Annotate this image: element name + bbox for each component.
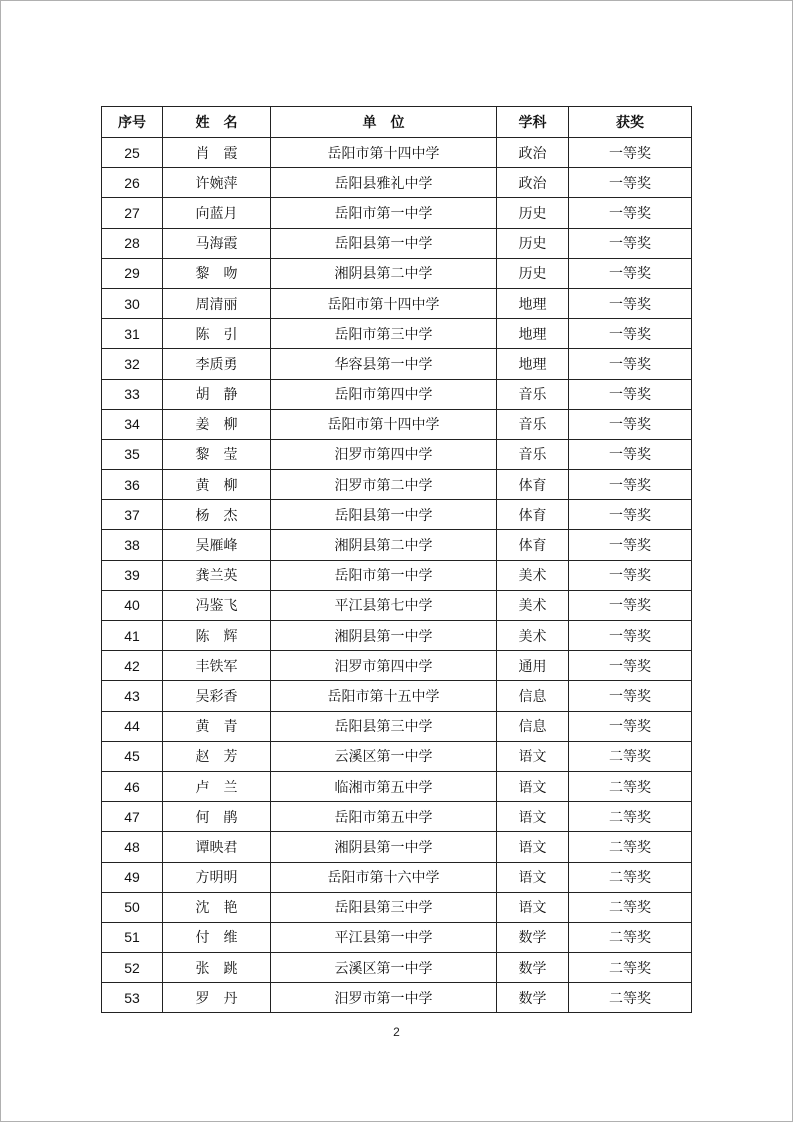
cell-name: 周清丽 bbox=[163, 288, 271, 318]
cell-award: 一等奖 bbox=[569, 681, 692, 711]
table-row bbox=[102, 771, 692, 801]
cell-award: 二等奖 bbox=[569, 771, 692, 801]
cell-subject: 数学 bbox=[497, 922, 569, 952]
cell-index: 27 bbox=[102, 198, 163, 228]
cell-unit: 岳阳县第三中学 bbox=[271, 892, 497, 922]
table-row bbox=[102, 741, 692, 771]
cell-subject: 音乐 bbox=[497, 439, 569, 469]
table-row bbox=[102, 500, 692, 530]
cell-unit: 湘阴县第一中学 bbox=[271, 621, 497, 651]
cell-subject: 政治 bbox=[497, 168, 569, 198]
table-row bbox=[102, 349, 692, 379]
table-header bbox=[102, 107, 692, 138]
award-table bbox=[101, 106, 692, 1013]
cell-name: 陈 辉 bbox=[163, 621, 271, 651]
cell-unit: 湘阴县第一中学 bbox=[271, 832, 497, 862]
cell-award: 二等奖 bbox=[569, 953, 692, 983]
cell-name: 向蓝月 bbox=[163, 198, 271, 228]
cell-unit: 云溪区第一中学 bbox=[271, 953, 497, 983]
cell-award: 二等奖 bbox=[569, 892, 692, 922]
cell-unit: 岳阳市第十四中学 bbox=[271, 138, 497, 168]
cell-award: 一等奖 bbox=[569, 651, 692, 681]
cell-subject: 地理 bbox=[497, 288, 569, 318]
table-row bbox=[102, 168, 692, 198]
cell-name: 丰铁军 bbox=[163, 651, 271, 681]
cell-index: 32 bbox=[102, 349, 163, 379]
cell-unit: 岳阳县第一中学 bbox=[271, 228, 497, 258]
cell-subject: 地理 bbox=[497, 349, 569, 379]
cell-unit: 汨罗市第四中学 bbox=[271, 439, 497, 469]
cell-unit: 岳阳市第五中学 bbox=[271, 802, 497, 832]
cell-index: 42 bbox=[102, 651, 163, 681]
cell-award: 二等奖 bbox=[569, 983, 692, 1013]
cell-name: 李质勇 bbox=[163, 349, 271, 379]
cell-subject: 音乐 bbox=[497, 409, 569, 439]
cell-unit: 云溪区第一中学 bbox=[271, 741, 497, 771]
cell-name: 谭映君 bbox=[163, 832, 271, 862]
cell-name: 吴雁峰 bbox=[163, 530, 271, 560]
header-name: 姓 名 bbox=[163, 107, 271, 138]
cell-unit: 华容县第一中学 bbox=[271, 349, 497, 379]
header-index: 序号 bbox=[102, 107, 163, 138]
cell-award: 二等奖 bbox=[569, 741, 692, 771]
header-award: 获奖 bbox=[569, 107, 692, 138]
cell-name: 沈 艳 bbox=[163, 892, 271, 922]
cell-subject: 美术 bbox=[497, 621, 569, 651]
cell-subject: 语文 bbox=[497, 832, 569, 862]
cell-subject: 体育 bbox=[497, 530, 569, 560]
cell-name: 龚兰英 bbox=[163, 560, 271, 590]
cell-unit: 岳阳市第三中学 bbox=[271, 319, 497, 349]
cell-unit: 岳阳市第一中学 bbox=[271, 198, 497, 228]
table-row bbox=[102, 651, 692, 681]
cell-award: 一等奖 bbox=[569, 590, 692, 620]
cell-name: 赵 芳 bbox=[163, 741, 271, 771]
header-row bbox=[102, 107, 692, 138]
cell-award: 一等奖 bbox=[569, 560, 692, 590]
header-unit: 单 位 bbox=[271, 107, 497, 138]
table-row bbox=[102, 983, 692, 1013]
cell-index: 46 bbox=[102, 771, 163, 801]
table-row bbox=[102, 138, 692, 168]
cell-subject: 数学 bbox=[497, 983, 569, 1013]
cell-name: 黎 莹 bbox=[163, 439, 271, 469]
table-row bbox=[102, 439, 692, 469]
cell-subject: 体育 bbox=[497, 500, 569, 530]
cell-name: 许婉萍 bbox=[163, 168, 271, 198]
cell-unit: 岳阳市第一中学 bbox=[271, 560, 497, 590]
cell-unit: 湘阴县第二中学 bbox=[271, 258, 497, 288]
cell-unit: 汨罗市第四中学 bbox=[271, 651, 497, 681]
cell-index: 33 bbox=[102, 379, 163, 409]
cell-name: 杨 杰 bbox=[163, 500, 271, 530]
cell-index: 28 bbox=[102, 228, 163, 258]
cell-unit: 岳阳市第十四中学 bbox=[271, 288, 497, 318]
cell-name: 张 跳 bbox=[163, 953, 271, 983]
cell-award: 一等奖 bbox=[569, 711, 692, 741]
cell-award: 一等奖 bbox=[569, 470, 692, 500]
cell-unit: 平江县第七中学 bbox=[271, 590, 497, 620]
table-row bbox=[102, 379, 692, 409]
cell-index: 44 bbox=[102, 711, 163, 741]
cell-name: 何 鹃 bbox=[163, 802, 271, 832]
cell-index: 36 bbox=[102, 470, 163, 500]
cell-index: 34 bbox=[102, 409, 163, 439]
cell-name: 马海霞 bbox=[163, 228, 271, 258]
cell-index: 49 bbox=[102, 862, 163, 892]
cell-index: 29 bbox=[102, 258, 163, 288]
cell-award: 一等奖 bbox=[569, 379, 692, 409]
table-row bbox=[102, 832, 692, 862]
cell-subject: 地理 bbox=[497, 319, 569, 349]
cell-name: 陈 引 bbox=[163, 319, 271, 349]
cell-name: 罗 丹 bbox=[163, 983, 271, 1013]
cell-index: 53 bbox=[102, 983, 163, 1013]
cell-award: 二等奖 bbox=[569, 832, 692, 862]
cell-award: 一等奖 bbox=[569, 258, 692, 288]
cell-unit: 岳阳市第十四中学 bbox=[271, 409, 497, 439]
cell-award: 一等奖 bbox=[569, 500, 692, 530]
cell-award: 二等奖 bbox=[569, 922, 692, 952]
cell-subject: 历史 bbox=[497, 228, 569, 258]
cell-award: 一等奖 bbox=[569, 439, 692, 469]
cell-subject: 体育 bbox=[497, 470, 569, 500]
cell-name: 付 维 bbox=[163, 922, 271, 952]
cell-subject: 历史 bbox=[497, 198, 569, 228]
cell-index: 47 bbox=[102, 802, 163, 832]
cell-award: 一等奖 bbox=[569, 168, 692, 198]
cell-unit: 岳阳县第一中学 bbox=[271, 500, 497, 530]
cell-subject: 语文 bbox=[497, 771, 569, 801]
cell-award: 一等奖 bbox=[569, 198, 692, 228]
table-row bbox=[102, 681, 692, 711]
cell-unit: 岳阳县第三中学 bbox=[271, 711, 497, 741]
cell-name: 胡 静 bbox=[163, 379, 271, 409]
cell-name: 冯鉴飞 bbox=[163, 590, 271, 620]
table-row bbox=[102, 953, 692, 983]
cell-index: 26 bbox=[102, 168, 163, 198]
cell-index: 48 bbox=[102, 832, 163, 862]
cell-award: 一等奖 bbox=[569, 288, 692, 318]
table-row bbox=[102, 922, 692, 952]
cell-unit: 岳阳市第四中学 bbox=[271, 379, 497, 409]
table-row bbox=[102, 228, 692, 258]
table-row bbox=[102, 198, 692, 228]
cell-award: 一等奖 bbox=[569, 409, 692, 439]
table-row bbox=[102, 288, 692, 318]
cell-award: 一等奖 bbox=[569, 138, 692, 168]
cell-subject: 音乐 bbox=[497, 379, 569, 409]
page-number: 2 bbox=[393, 1025, 400, 1039]
cell-subject: 语文 bbox=[497, 892, 569, 922]
cell-subject: 历史 bbox=[497, 258, 569, 288]
cell-award: 二等奖 bbox=[569, 802, 692, 832]
cell-subject: 语文 bbox=[497, 741, 569, 771]
cell-name: 吴彩香 bbox=[163, 681, 271, 711]
cell-subject: 信息 bbox=[497, 711, 569, 741]
table-body bbox=[102, 138, 692, 1013]
cell-index: 30 bbox=[102, 288, 163, 318]
cell-unit: 岳阳市第十六中学 bbox=[271, 862, 497, 892]
cell-name: 黄 青 bbox=[163, 711, 271, 741]
cell-subject: 美术 bbox=[497, 590, 569, 620]
table-row bbox=[102, 409, 692, 439]
table-row bbox=[102, 862, 692, 892]
cell-index: 45 bbox=[102, 741, 163, 771]
table-row bbox=[102, 621, 692, 651]
cell-subject: 政治 bbox=[497, 138, 569, 168]
header-subject: 学科 bbox=[497, 107, 569, 138]
table-row bbox=[102, 258, 692, 288]
cell-unit: 岳阳市第十五中学 bbox=[271, 681, 497, 711]
cell-index: 37 bbox=[102, 500, 163, 530]
cell-subject: 语文 bbox=[497, 862, 569, 892]
cell-unit: 汨罗市第二中学 bbox=[271, 470, 497, 500]
cell-unit: 湘阴县第二中学 bbox=[271, 530, 497, 560]
cell-name: 肖 霞 bbox=[163, 138, 271, 168]
cell-index: 52 bbox=[102, 953, 163, 983]
table-row bbox=[102, 560, 692, 590]
cell-subject: 通用 bbox=[497, 651, 569, 681]
cell-name: 黄 柳 bbox=[163, 470, 271, 500]
cell-index: 38 bbox=[102, 530, 163, 560]
cell-name: 黎 吻 bbox=[163, 258, 271, 288]
cell-award: 一等奖 bbox=[569, 349, 692, 379]
cell-unit: 临湘市第五中学 bbox=[271, 771, 497, 801]
cell-award: 一等奖 bbox=[569, 621, 692, 651]
cell-unit: 平江县第一中学 bbox=[271, 922, 497, 952]
cell-subject: 信息 bbox=[497, 681, 569, 711]
cell-name: 方明明 bbox=[163, 862, 271, 892]
cell-index: 51 bbox=[102, 922, 163, 952]
cell-index: 25 bbox=[102, 138, 163, 168]
cell-subject: 语文 bbox=[497, 802, 569, 832]
table-row bbox=[102, 802, 692, 832]
table-row bbox=[102, 319, 692, 349]
table-row bbox=[102, 470, 692, 500]
cell-unit: 岳阳县雅礼中学 bbox=[271, 168, 497, 198]
cell-award: 一等奖 bbox=[569, 228, 692, 258]
cell-name: 卢 兰 bbox=[163, 771, 271, 801]
cell-name: 姜 柳 bbox=[163, 409, 271, 439]
cell-award: 一等奖 bbox=[569, 530, 692, 560]
cell-index: 41 bbox=[102, 621, 163, 651]
cell-index: 35 bbox=[102, 439, 163, 469]
cell-index: 39 bbox=[102, 560, 163, 590]
cell-index: 31 bbox=[102, 319, 163, 349]
cell-subject: 美术 bbox=[497, 560, 569, 590]
cell-index: 40 bbox=[102, 590, 163, 620]
table-row bbox=[102, 711, 692, 741]
cell-subject: 数学 bbox=[497, 953, 569, 983]
cell-index: 50 bbox=[102, 892, 163, 922]
table-row bbox=[102, 590, 692, 620]
cell-index: 43 bbox=[102, 681, 163, 711]
cell-award: 二等奖 bbox=[569, 862, 692, 892]
table-row bbox=[102, 892, 692, 922]
table-row bbox=[102, 530, 692, 560]
cell-unit: 汨罗市第一中学 bbox=[271, 983, 497, 1013]
cell-award: 一等奖 bbox=[569, 319, 692, 349]
